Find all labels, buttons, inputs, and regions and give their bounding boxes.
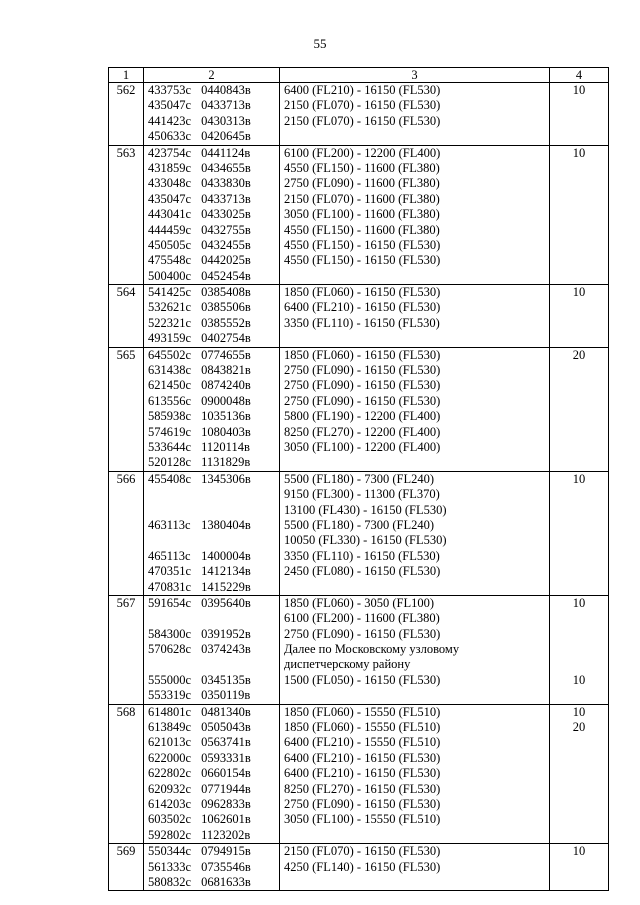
rate-line xyxy=(550,828,608,843)
route-number: 565 xyxy=(109,347,144,471)
latitude: 431859с xyxy=(148,160,192,175)
rate-line xyxy=(550,611,608,626)
longitude: 1380404в xyxy=(201,517,251,532)
point-line xyxy=(148,269,279,284)
longitude: 0442025в xyxy=(201,253,251,268)
points-cell xyxy=(144,595,280,704)
longitude: 1415229в xyxy=(201,579,251,594)
latitude: 591654с xyxy=(148,595,192,610)
point-line xyxy=(148,596,279,611)
point-line xyxy=(148,580,279,595)
rate-line: 10 xyxy=(572,145,586,160)
level-line: 4550 (FL150) - 11600 (FL380) xyxy=(284,160,440,175)
longitude: 1400004в xyxy=(201,548,251,563)
latitude: 645502с xyxy=(148,347,192,362)
table-row xyxy=(109,83,609,146)
table-row xyxy=(109,347,609,471)
rate-line xyxy=(550,503,608,518)
level-line: 6100 (FL200) - 11600 (FL380) xyxy=(284,611,440,626)
longitude: 0374243в xyxy=(201,642,251,657)
longitude: 0433713в xyxy=(201,191,251,206)
rate-line xyxy=(550,580,608,595)
route-number: 567 xyxy=(109,595,144,704)
longitude: 0771944в xyxy=(201,781,251,796)
longitude: 1035136в xyxy=(201,409,251,424)
rate-line xyxy=(550,735,608,750)
rate-line xyxy=(550,176,608,191)
point-line xyxy=(148,518,279,533)
latitude: 603502с xyxy=(148,812,192,827)
point-line xyxy=(148,409,279,424)
latitude: 550344с xyxy=(148,844,192,859)
point-line xyxy=(148,782,279,797)
rate-line: 10 xyxy=(572,285,586,300)
point-line xyxy=(148,300,279,315)
rate-line xyxy=(550,129,608,144)
points-cell xyxy=(144,285,280,348)
rate-line xyxy=(550,161,608,176)
rate-line: 10 xyxy=(572,704,586,719)
levels-cell xyxy=(280,347,550,471)
rate-line xyxy=(550,812,608,827)
longitude: 0433713в xyxy=(201,98,251,113)
rate-line xyxy=(550,549,608,564)
latitude: 621450с xyxy=(148,378,192,393)
longitude: 0452454в xyxy=(201,268,251,283)
header-col-3: 3 xyxy=(280,68,550,83)
point-line xyxy=(148,487,279,502)
level-line: 1850 (FL060) - 16150 (FL530) xyxy=(284,285,441,300)
longitude: 1412134в xyxy=(201,564,251,579)
longitude: 0735546в xyxy=(201,859,251,874)
latitude: 470351с xyxy=(148,564,192,579)
latitude: 553319с xyxy=(148,688,192,703)
longitude: 0391952в xyxy=(201,626,251,641)
latitude: 541425с xyxy=(148,285,192,300)
level-line xyxy=(284,129,549,144)
point-line xyxy=(148,688,279,703)
latitude: 441423с xyxy=(148,113,192,128)
longitude: 1131829в xyxy=(201,455,251,470)
longitude: 0505043в xyxy=(201,720,251,735)
point-line xyxy=(148,533,279,548)
points-cell xyxy=(144,347,280,471)
route-number: 569 xyxy=(109,844,144,891)
longitude: 0433830в xyxy=(201,176,251,191)
longitude: 0430313в xyxy=(201,113,251,128)
longitude: 0345135в xyxy=(201,672,251,687)
longitude: 0402754в xyxy=(201,331,251,346)
rate-line xyxy=(550,875,608,890)
point-line xyxy=(148,735,279,750)
level-line: 1850 (FL060) - 16150 (FL530) xyxy=(284,347,441,362)
rate-line: 20 xyxy=(572,347,586,362)
longitude: 0385408в xyxy=(201,285,251,300)
longitude: 1345306в xyxy=(201,471,251,486)
rate-line: 20 xyxy=(572,720,586,735)
header-col-2: 2 xyxy=(144,68,280,83)
longitude: 0843821в xyxy=(201,363,251,378)
latitude: 614801с xyxy=(148,704,192,719)
point-line xyxy=(148,223,279,238)
level-line: 6100 (FL200) - 12200 (FL400) xyxy=(284,145,441,160)
level-line: 1500 (FL050) - 16150 (FL530) xyxy=(284,672,441,687)
latitude: 450505с xyxy=(148,237,192,252)
point-line xyxy=(148,503,279,518)
rate-cell xyxy=(550,347,609,471)
level-line: 8250 (FL270) - 12200 (FL400) xyxy=(284,424,441,439)
rate-line: 10 xyxy=(572,844,586,859)
point-line xyxy=(148,253,279,268)
latitude: 570628с xyxy=(148,642,192,657)
latitude: 522321с xyxy=(148,315,192,330)
longitude: 0563741в xyxy=(201,735,251,750)
point-line xyxy=(148,114,279,129)
rate-line xyxy=(550,238,608,253)
level-line: 2150 (FL070) - 16150 (FL530) xyxy=(284,844,441,859)
rate-line xyxy=(550,363,608,378)
level-line xyxy=(284,455,549,470)
level-line: 4550 (FL150) - 16150 (FL530) xyxy=(284,253,441,268)
points-cell xyxy=(144,471,280,595)
rate-line xyxy=(550,269,608,284)
latitude: 493159с xyxy=(148,331,192,346)
route-number: 563 xyxy=(109,145,144,285)
level-line: 6400 (FL210) - 16150 (FL530) xyxy=(284,766,441,781)
point-line xyxy=(148,378,279,393)
rate-line xyxy=(550,688,608,703)
point-line xyxy=(148,192,279,207)
latitude: 592802с xyxy=(148,827,192,842)
latitude: 433048с xyxy=(148,176,192,191)
rate-line xyxy=(550,642,608,657)
point-line xyxy=(148,207,279,222)
latitude: 621013с xyxy=(148,735,192,750)
point-line xyxy=(148,146,279,161)
level-line: 6400 (FL210) - 16150 (FL530) xyxy=(284,83,441,97)
level-line: 5500 (FL180) - 7300 (FL240) xyxy=(284,471,434,486)
rate-line xyxy=(550,425,608,440)
longitude: 0441124в xyxy=(201,145,251,160)
rate-line xyxy=(550,627,608,642)
rate-line xyxy=(550,223,608,238)
latitude: 574619с xyxy=(148,424,192,439)
rate-line xyxy=(550,394,608,409)
level-line: 2750 (FL090) - 11600 (FL380) xyxy=(284,176,440,191)
longitude: 0385506в xyxy=(201,300,251,315)
longitude: 0420645в xyxy=(201,129,251,144)
route-number: 568 xyxy=(109,704,144,844)
point-line xyxy=(148,564,279,579)
point-line xyxy=(148,394,279,409)
point-line xyxy=(148,875,279,890)
rate-line xyxy=(550,518,608,533)
level-line: 2150 (FL070) - 16150 (FL530) xyxy=(284,98,441,113)
longitude: 0440843в xyxy=(201,83,251,97)
level-line: 1850 (FL060) - 3050 (FL100) xyxy=(284,595,434,610)
level-line: 2750 (FL090) - 16150 (FL530) xyxy=(284,796,441,811)
point-line xyxy=(148,797,279,812)
level-line: 4550 (FL150) - 11600 (FL380) xyxy=(284,222,440,237)
latitude: 532621с xyxy=(148,300,192,315)
level-line xyxy=(284,580,549,595)
rate-cell xyxy=(550,471,609,595)
rate-line xyxy=(550,564,608,579)
point-line xyxy=(148,828,279,843)
rate-line xyxy=(550,192,608,207)
latitude: 463113с xyxy=(148,517,191,532)
level-line: 5500 (FL180) - 7300 (FL240) xyxy=(284,517,434,532)
latitude: 520128с xyxy=(148,455,192,470)
point-line xyxy=(148,751,279,766)
rate-cell xyxy=(550,595,609,704)
level-line: 2750 (FL090) - 16150 (FL530) xyxy=(284,393,441,408)
levels-cell xyxy=(280,83,550,146)
points-cell xyxy=(144,83,280,146)
latitude: 533644с xyxy=(148,439,192,454)
point-line xyxy=(148,176,279,191)
rate-line xyxy=(550,207,608,222)
rate-line: 10 xyxy=(572,672,586,687)
longitude: 0593331в xyxy=(201,750,251,765)
points-cell xyxy=(144,844,280,891)
level-line: 5800 (FL190) - 12200 (FL400) xyxy=(284,409,441,424)
level-line: 4250 (FL140) - 16150 (FL530) xyxy=(284,859,441,874)
level-line: 10050 (FL330) - 16150 (FL530) xyxy=(284,533,447,548)
longitude: 1080403в xyxy=(201,424,251,439)
point-line xyxy=(148,161,279,176)
level-line: Далее по Московскому узловому xyxy=(284,642,460,657)
point-line xyxy=(148,83,279,98)
latitude: 580832с xyxy=(148,874,192,889)
rate-line xyxy=(550,253,608,268)
level-line: 8250 (FL270) - 16150 (FL530) xyxy=(284,781,441,796)
latitude: 444459с xyxy=(148,222,192,237)
point-line xyxy=(148,363,279,378)
point-line xyxy=(148,455,279,470)
level-line xyxy=(284,828,549,843)
rate-line xyxy=(550,331,608,346)
longitude: 0433025в xyxy=(201,207,251,222)
longitude: 0350119в xyxy=(201,688,251,703)
level-line xyxy=(284,269,549,284)
levels-cell xyxy=(280,145,550,285)
longitude: 1062601в xyxy=(201,812,251,827)
rate-cell xyxy=(550,145,609,285)
longitude: 0395640в xyxy=(201,595,251,610)
table-header xyxy=(109,68,609,83)
rate-line xyxy=(550,316,608,331)
points-cell xyxy=(144,704,280,844)
point-line xyxy=(148,549,279,564)
level-line: 3350 (FL110) - 16150 (FL530) xyxy=(284,548,440,563)
route-number: 562 xyxy=(109,83,144,146)
longitude: 0681633в xyxy=(201,874,251,889)
latitude: 500400с xyxy=(148,268,192,283)
point-line xyxy=(148,860,279,875)
level-line xyxy=(284,688,549,703)
point-line xyxy=(148,673,279,688)
longitude: 0481340в xyxy=(201,704,251,719)
point-line xyxy=(148,705,279,720)
longitude: 0432455в xyxy=(201,237,251,252)
rate-cell xyxy=(550,704,609,844)
latitude: 620932с xyxy=(148,781,192,796)
point-line xyxy=(148,440,279,455)
route-number: 564 xyxy=(109,285,144,348)
point-line xyxy=(148,766,279,781)
level-line: 3050 (FL100) - 11600 (FL380) xyxy=(284,207,440,222)
latitude: 435047с xyxy=(148,98,192,113)
table-body xyxy=(109,83,609,891)
latitude: 613556с xyxy=(148,393,192,408)
rate-line xyxy=(550,533,608,548)
longitude: 1123202в xyxy=(201,827,251,842)
level-line: 3050 (FL100) - 12200 (FL400) xyxy=(284,439,441,454)
longitude: 0385552в xyxy=(201,315,251,330)
rate-line xyxy=(550,114,608,129)
level-line: 4550 (FL150) - 16150 (FL530) xyxy=(284,237,441,252)
table-row xyxy=(109,595,609,704)
latitude: 465113с xyxy=(148,548,191,563)
level-line: 2750 (FL090) - 16150 (FL530) xyxy=(284,626,441,641)
point-line xyxy=(148,316,279,331)
level-line: 2750 (FL090) - 16150 (FL530) xyxy=(284,363,441,378)
rate-cell xyxy=(550,844,609,891)
level-line: 9150 (FL300) - 11300 (FL370) xyxy=(284,487,440,502)
latitude: 585938с xyxy=(148,409,192,424)
latitude: 555000с xyxy=(148,672,192,687)
levels-cell xyxy=(280,595,550,704)
table-row xyxy=(109,844,609,891)
longitude: 0434655в xyxy=(201,160,251,175)
latitude: 470831с xyxy=(148,579,192,594)
rate-line xyxy=(550,860,608,875)
rate-line xyxy=(550,657,608,672)
point-line xyxy=(148,331,279,346)
rate-line: 10 xyxy=(572,83,586,97)
longitude: 0432755в xyxy=(201,222,251,237)
table-row xyxy=(109,145,609,285)
point-line xyxy=(148,98,279,113)
point-line xyxy=(148,611,279,626)
table-row xyxy=(109,471,609,595)
table-row xyxy=(109,285,609,348)
latitude: 435047с xyxy=(148,191,192,206)
table-row xyxy=(109,704,609,844)
level-line: 13100 (FL430) - 16150 (FL530) xyxy=(284,502,447,517)
rate-line: 10 xyxy=(572,595,586,610)
level-line: 1850 (FL060) - 15550 (FL510) xyxy=(284,704,441,719)
point-line xyxy=(148,657,279,672)
latitude: 450633с xyxy=(148,129,192,144)
level-line: 6400 (FL210) - 15550 (FL510) xyxy=(284,735,441,750)
rate-line xyxy=(550,440,608,455)
longitude: 0794915в xyxy=(201,844,251,859)
levels-cell xyxy=(280,285,550,348)
rate-line xyxy=(550,766,608,781)
longitude: 0900048в xyxy=(201,393,251,408)
longitude: 0774655в xyxy=(201,347,251,362)
rate-line xyxy=(550,409,608,424)
latitude: 561333с xyxy=(148,859,192,874)
level-line xyxy=(284,331,549,346)
level-line: 2150 (FL070) - 16150 (FL530) xyxy=(284,113,441,128)
level-line: 3350 (FL110) - 16150 (FL530) xyxy=(284,315,440,330)
level-line: 2750 (FL090) - 16150 (FL530) xyxy=(284,378,441,393)
rate-line xyxy=(550,455,608,470)
latitude: 475548с xyxy=(148,253,192,268)
point-line xyxy=(148,812,279,827)
rate-cell xyxy=(550,83,609,146)
points-cell xyxy=(144,145,280,285)
rate-line xyxy=(550,487,608,502)
rate-line xyxy=(550,782,608,797)
levels-cell xyxy=(280,844,550,891)
rate-line: 10 xyxy=(572,471,586,486)
rate-cell xyxy=(550,285,609,348)
latitude: 443041с xyxy=(148,207,192,222)
level-line: 2150 (FL070) - 11600 (FL380) xyxy=(284,191,440,206)
level-line xyxy=(284,875,549,890)
route-number: 566 xyxy=(109,471,144,595)
point-line xyxy=(148,844,279,859)
point-line xyxy=(148,627,279,642)
header-col-1: 1 xyxy=(109,68,144,83)
point-line xyxy=(148,129,279,144)
longitude: 0660154в xyxy=(201,766,251,781)
rate-line xyxy=(550,378,608,393)
longitude: 0874240в xyxy=(201,378,251,393)
point-line xyxy=(148,425,279,440)
latitude: 622802с xyxy=(148,766,192,781)
latitude: 622000с xyxy=(148,750,192,765)
latitude: 584300с xyxy=(148,626,192,641)
latitude: 433753с xyxy=(148,83,192,97)
latitude: 455408с xyxy=(148,471,192,486)
level-line: 6400 (FL210) - 16150 (FL530) xyxy=(284,750,441,765)
level-line: 6400 (FL210) - 16150 (FL530) xyxy=(284,300,441,315)
point-line xyxy=(148,720,279,735)
page-number: 55 xyxy=(313,36,327,51)
point-line xyxy=(148,348,279,363)
longitude: 0962833в xyxy=(201,796,251,811)
point-line xyxy=(148,238,279,253)
point-line xyxy=(148,472,279,487)
latitude: 423754с xyxy=(148,145,192,160)
point-line xyxy=(148,285,279,300)
rate-line xyxy=(550,300,608,315)
latitude: 631438с xyxy=(148,363,192,378)
latitude: 614203с xyxy=(148,796,192,811)
routes-table xyxy=(108,67,609,891)
rate-line xyxy=(550,98,608,113)
rate-line xyxy=(550,797,608,812)
level-line: 1850 (FL060) - 15550 (FL510) xyxy=(284,720,441,735)
level-line: диспетчерскому району xyxy=(284,657,411,672)
longitude: 1120114в xyxy=(201,439,250,454)
header-col-4: 4 xyxy=(550,68,609,83)
rate-line xyxy=(550,751,608,766)
levels-cell xyxy=(280,704,550,844)
level-line: 3050 (FL100) - 15550 (FL510) xyxy=(284,812,441,827)
levels-cell xyxy=(280,471,550,595)
point-line xyxy=(148,642,279,657)
level-line: 2450 (FL080) - 16150 (FL530) xyxy=(284,564,441,579)
latitude: 613849с xyxy=(148,720,192,735)
